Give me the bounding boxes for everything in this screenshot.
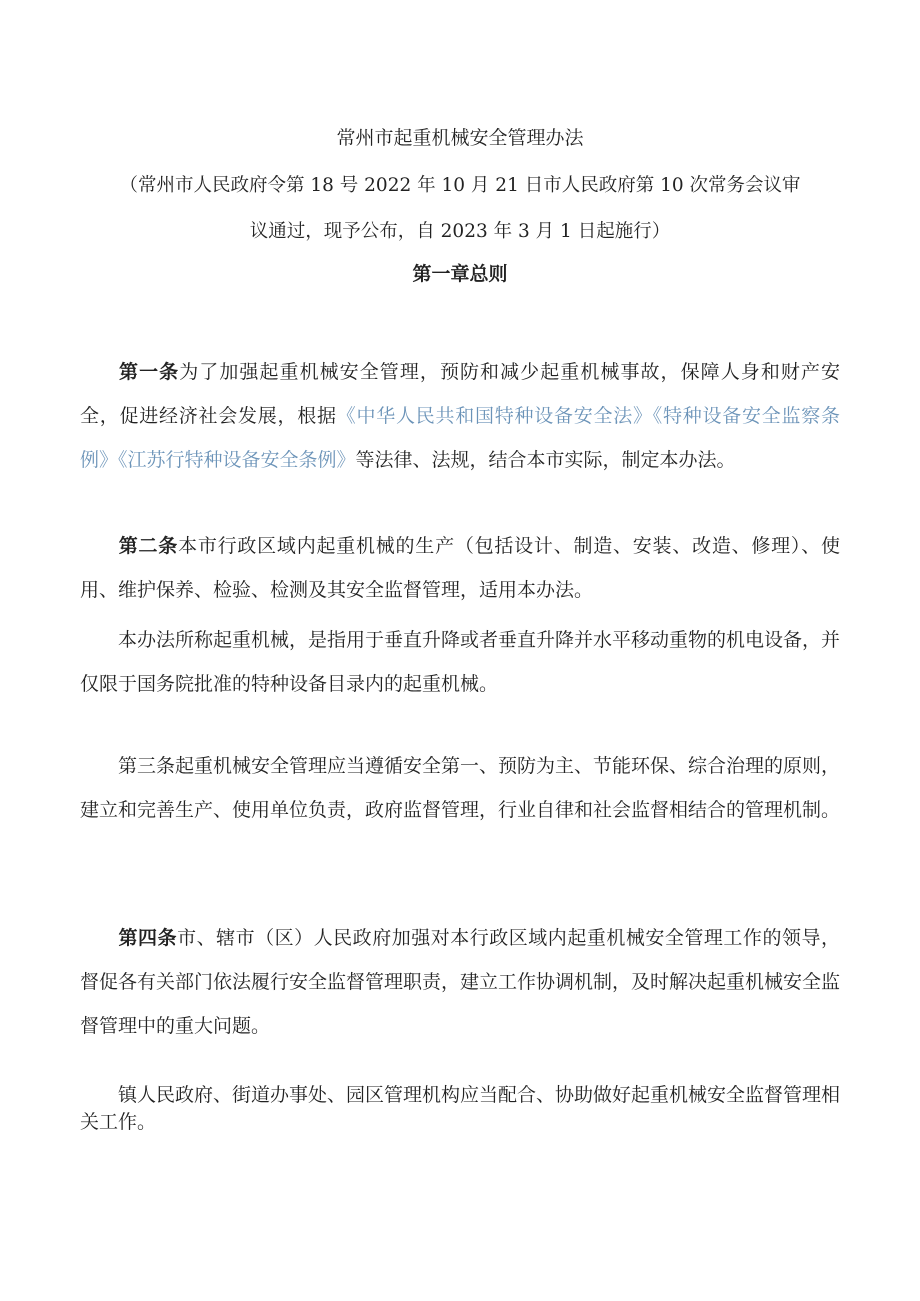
article-4-label: 第四条 [118,927,178,949]
article-3-text: 第三条起重机械安全管理应当遵循安全第一、预防为主、节能环保、综合治理的原则，建立和完善生产、使用单位负责，政府监督管理，行业自律和社会监督相结合的管理机制。 [80,755,841,821]
article-1-label: 第一条 [118,361,180,383]
article-1-text-a: 为了加强起重机械安全管理，预防和减少起重机械事故，保障人身和财产安全，促进经济社会发展，根据 [80,361,840,427]
document-title: 常州市起重机械安全管理办法 [336,127,584,149]
article-2-para2-text: 本办法所称起重机械，是指用于垂直升降或者垂直升降并水平移动重物的机电设备，并仅限于国务院批准的特种设备目录内的起重机械。 [80,629,841,695]
article-4 [80,916,840,1048]
article-2 [80,524,840,612]
article-1 [80,350,840,482]
article-4-para2-text: 镇人民政府、街道办事处、园区管理机构应当配合、协助做好起重机械安全监督管理相关工作。 [80,1084,841,1133]
article-2-paragraph-2 [80,618,840,706]
subtitle-line-2: 议通过，现予公布，自 2023 年 3 月 1 日起施行） [249,221,671,242]
article-2-label: 第二条 [118,535,179,557]
law-link-special-equipment-safety-law[interactable]: 《中华人民共和国特种设备安全法》 [336,405,653,427]
chapter-heading: 第一章总则 [412,263,508,285]
article-3 [80,744,840,832]
article-2-text: 本市行政区域内起重机械的生产（包括设计、制造、安装、改造、修理）、使用、维护保养、检验、检测及其安全监督管理，适用本办法。 [80,535,840,601]
law-link-special-equipment-regulations[interactable]: 《特种设备安全监察条例》 [80,405,840,471]
article-1-text-b: 等法律、法规，结合本市实际，制定本办法。 [355,449,736,471]
subtitle-line-1: （常州市人民政府令第 18 号 2022 年 10 月 21 日市人民政府第 10 次常务会议审 [119,175,801,196]
article-4-text: 市、辖市（区）人民政府加强对本行政区域内起重机械安全管理工作的领导，督促各有关部门依法履行安全监督管理职责，建立工作协调机制，及时解决起重机械安全监督管理中的重大问题。 [80,927,841,1037]
article-4-paragraph-2 [80,1082,840,1136]
law-link-jiangsu-regulations[interactable]: 《江苏行特种设备安全条例》 [118,449,356,471]
